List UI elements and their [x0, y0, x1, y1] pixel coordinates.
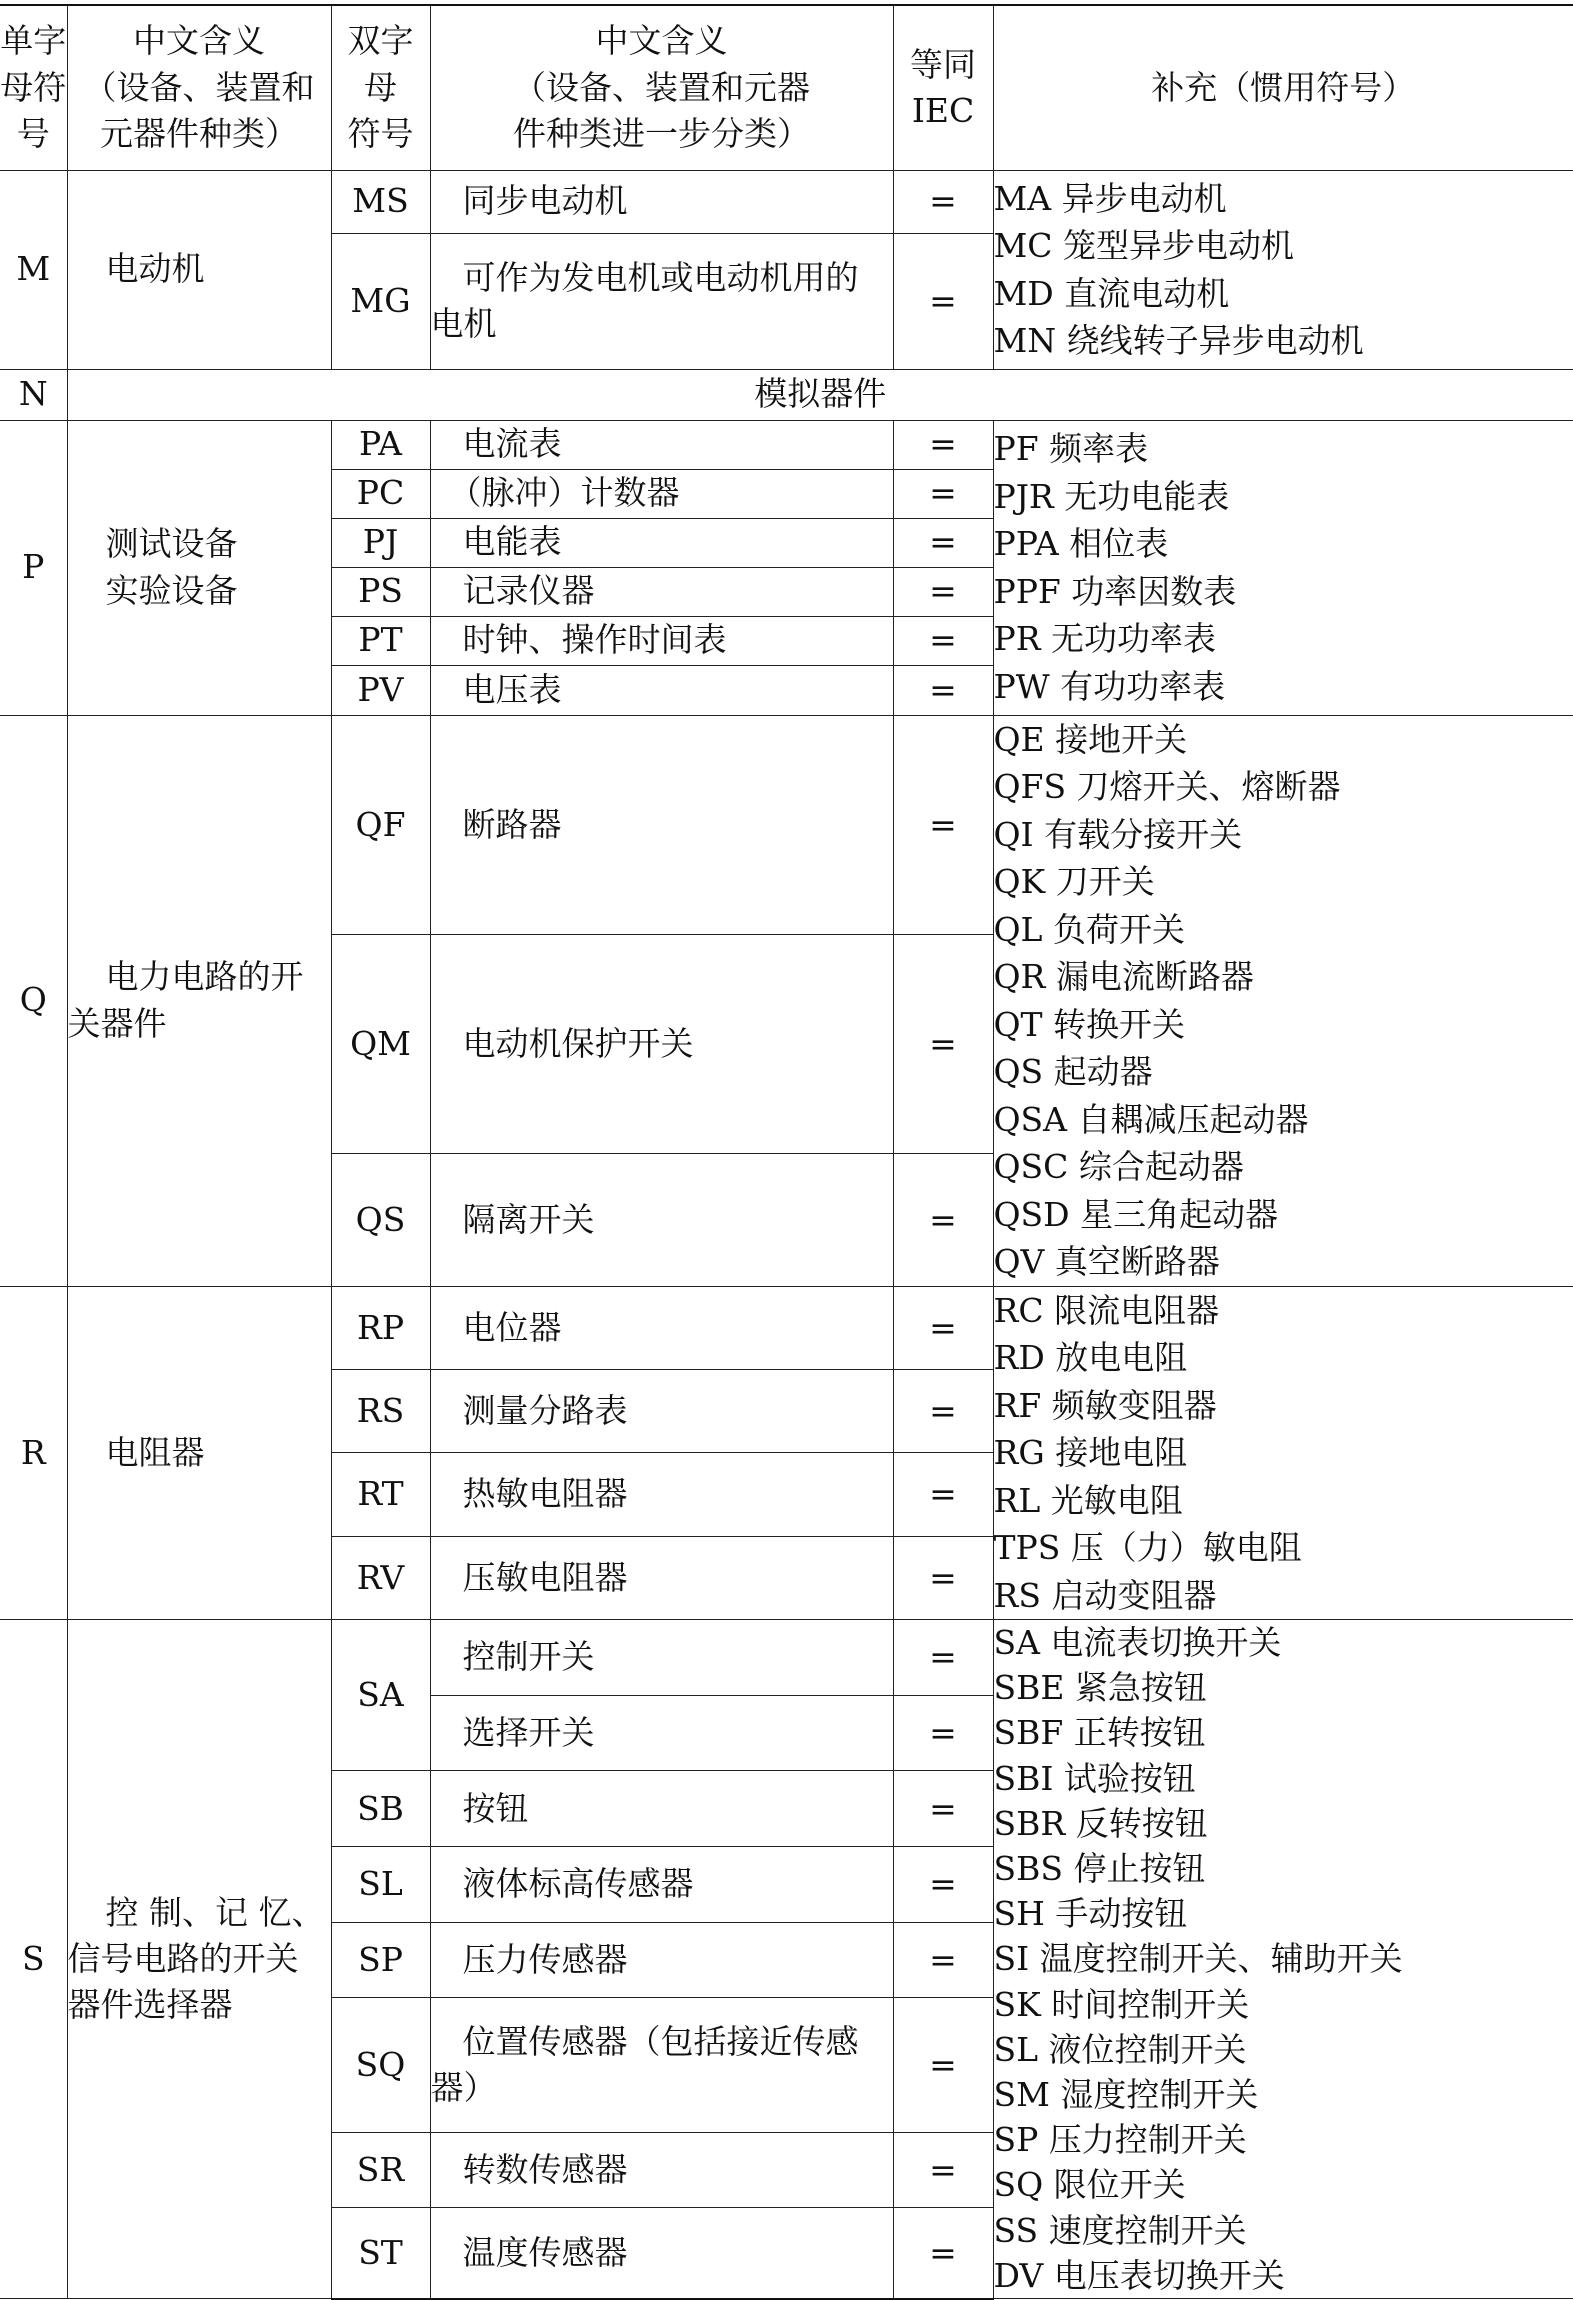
iec-SB: =	[893, 1771, 993, 1847]
code-SB: SB	[331, 1771, 430, 1847]
name-RP: 电位器	[430, 1286, 893, 1369]
iec-PV: =	[893, 665, 993, 715]
code-RV: RV	[331, 1536, 430, 1619]
name-SR: 转数传感器	[430, 2132, 893, 2208]
iec-SL: =	[893, 1847, 993, 1923]
iec-SA-select: =	[893, 1695, 993, 1771]
single-letter-R: R	[0, 1286, 67, 1620]
header-double-letter: 双字母 符号	[331, 5, 430, 170]
header-iec: 等同 IEC	[893, 5, 993, 170]
iec-QM: =	[893, 934, 993, 1153]
single-letter-Q: Q	[0, 715, 67, 1286]
name-RV: 压敏电阻器	[430, 1536, 893, 1619]
code-PA: PA	[331, 420, 430, 469]
code-ST: ST	[331, 2208, 430, 2299]
iec-SR: =	[893, 2132, 993, 2208]
code-QM: QM	[331, 934, 430, 1153]
name-ST: 温度传感器	[430, 2208, 893, 2299]
single-letter-N: N	[0, 369, 67, 420]
name-MS: 同步电动机	[430, 170, 893, 233]
code-SP: SP	[331, 1922, 430, 1998]
table-row	[0, 170, 1573, 233]
name-QF: 断路器	[430, 715, 893, 934]
name-PC: （脉冲）计数器	[430, 469, 893, 518]
code-MS: MS	[331, 170, 430, 233]
code-PJ: PJ	[331, 518, 430, 567]
category-S: 控 制、记 忆、 信号电路的开关 器件选择器	[67, 1620, 331, 2299]
supplement-M: MA 异步电动机 MC 笼型异步电动机 MD 直流电动机 MN 绕线转子异步电动机	[993, 170, 1573, 369]
name-SA-select: 选择开关	[430, 1695, 893, 1771]
iec-PJ: =	[893, 518, 993, 567]
code-SL: SL	[331, 1847, 430, 1923]
code-SQ: SQ	[331, 1998, 430, 2132]
iec-MS: =	[893, 170, 993, 233]
iec-PC: =	[893, 469, 993, 518]
header-cn-meaning-sub: 中文含义 （设备、装置和元器 件种类进一步分类）	[430, 5, 893, 170]
code-MG: MG	[331, 233, 430, 369]
table-row	[0, 1286, 1573, 1369]
name-SB: 按钮	[430, 1771, 893, 1847]
name-MG: 可作为发电机或电动机用的 电机	[430, 233, 893, 369]
name-SA-control: 控制开关	[430, 1620, 893, 1696]
header-cn-meaning: 中文含义 （设备、装置和 元器件种类）	[67, 5, 331, 170]
code-QS: QS	[331, 1154, 430, 1286]
iec-PS: =	[893, 567, 993, 616]
name-RS: 测量分路表	[430, 1369, 893, 1452]
code-SR: SR	[331, 2132, 430, 2208]
iec-QF: =	[893, 715, 993, 934]
category-Q: 电力电路的开 关器件	[67, 715, 331, 1286]
code-RP: RP	[331, 1286, 430, 1369]
name-PJ: 电能表	[430, 518, 893, 567]
name-RT: 热敏电阻器	[430, 1453, 893, 1536]
name-PA: 电流表	[430, 420, 893, 469]
single-letter-P: P	[0, 420, 67, 715]
iec-RP: =	[893, 1286, 993, 1369]
header-supplement: 补充（惯用符号）	[993, 5, 1573, 170]
supplement-R: RC 限流电阻器 RD 放电电阻 RF 频敏变阻器 RG 接地电阻 RL 光敏电阻 TPS 压（力）敏电阻 RS 启动变阻器	[993, 1286, 1573, 1620]
single-letter-M: M	[0, 170, 67, 369]
iec-QS: =	[893, 1154, 993, 1286]
name-PS: 记录仪器	[430, 567, 893, 616]
supplement-P: PF 频率表 PJR 无功电能表 PPA 相位表 PPF 功率因数表 PR 无功功率表 PW 有功功率表	[993, 420, 1573, 715]
code-PV: PV	[331, 665, 430, 715]
name-SL: 液体标高传感器	[430, 1847, 893, 1923]
single-letter-S: S	[0, 1620, 67, 2299]
name-SP: 压力传感器	[430, 1922, 893, 1998]
analog-device-label: 模拟器件	[67, 369, 1573, 420]
header-single-letter: 单字 母符 号	[0, 5, 67, 170]
iec-MG: =	[893, 233, 993, 369]
iec-PA: =	[893, 420, 993, 469]
category-R: 电阻器	[67, 1286, 331, 1620]
code-PS: PS	[331, 567, 430, 616]
code-PT: PT	[331, 616, 430, 665]
table-row	[0, 1620, 1573, 1696]
name-SQ: 位置传感器（包括接近传感 器）	[430, 1998, 893, 2132]
code-QF: QF	[331, 715, 430, 934]
table-row	[0, 369, 1573, 420]
name-QM: 电动机保护开关	[430, 934, 893, 1153]
iec-SP: =	[893, 1922, 993, 1998]
name-PT: 时钟、操作时间表	[430, 616, 893, 665]
iec-SA-control: =	[893, 1620, 993, 1696]
code-RS: RS	[331, 1369, 430, 1452]
iec-ST: =	[893, 2208, 993, 2299]
supplement-S: SA 电流表切换开关 SBE 紧急按钮 SBF 正转按钮 SBI 试验按钮 SBR 反转按钮 SBS 停止按钮 SH 手动按钮 SI 温度控制开关、辅助开关 SK 时间控制开关 SL 液位控制开关 SM 湿度控制开关 SP 压力控制开关 SQ 限位开关 SS 速度控制开关 DV 电压表切换开关	[993, 1620, 1573, 2299]
iec-RV: =	[893, 1536, 993, 1619]
iec-RS: =	[893, 1369, 993, 1452]
supplement-Q: QE 接地开关 QFS 刀熔开关、熔断器 QI 有载分接开关 QK 刀开关 QL 负荷开关 QR 漏电流断路器 QT 转换开关 QS 起动器 QSA 自耦减压起动器 QSC 综合起动器 QSD 星三角起动器 QV 真空断路器	[993, 715, 1573, 1286]
code-SA: SA	[331, 1620, 430, 1771]
table-row	[0, 420, 1573, 469]
category-M: 电动机	[67, 170, 331, 369]
letter-symbol-table	[0, 4, 1573, 2300]
table-row	[0, 715, 1573, 934]
iec-PT: =	[893, 616, 993, 665]
category-P: 测试设备 实验设备	[67, 420, 331, 715]
code-RT: RT	[331, 1453, 430, 1536]
iec-SQ: =	[893, 1998, 993, 2132]
name-QS: 隔离开关	[430, 1154, 893, 1286]
iec-RT: =	[893, 1453, 993, 1536]
code-PC: PC	[331, 469, 430, 518]
name-PV: 电压表	[430, 665, 893, 715]
header-row	[0, 5, 1573, 170]
